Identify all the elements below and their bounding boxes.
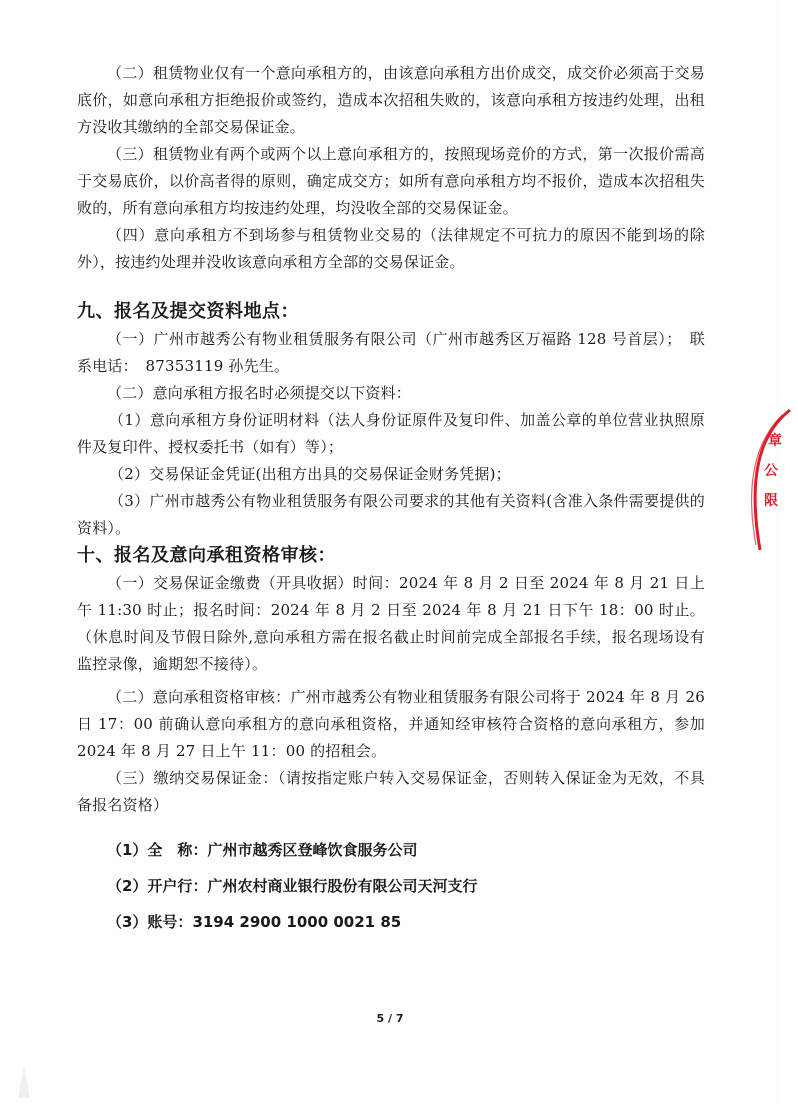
- section8-paragraph-4: （四）意向承租方不到场参与租赁物业交易的（法律规定不可抗力的原因不能到场的除外），按违约处理并没收该意向承租方全部的交易保证金。: [77, 226, 705, 271]
- section9-item-2: （2）交易保证金凭证(出租方出具的交易保证金财务凭据)；: [109, 465, 511, 483]
- section9-item-1: （1）意向承租方身份证明材料（法人身份证原件及复印件、加盖公章的单位营业执照原件及复印件、授权委托书（如有）等）；: [77, 411, 705, 456]
- seal-stamp-icon: [738, 405, 798, 555]
- section9-item-3: （3）广州市越秀公有物业租赁服务有限公司要求的其他有关资料(含准入条件需要提供的资料）。: [77, 492, 705, 537]
- account-number: （3）账号：3194 2900 1000 0021 85: [107, 913, 402, 931]
- section9-paragraph-1: （一）广州市越秀公有物业租赁服务有限公司（广州市越秀区万福路 128 号首层）； 联系电话： 87353119 孙先生。: [77, 330, 705, 375]
- section10-paragraph-1: （一）交易保证金缴费（开具收据）时间：2024 年 8 月 2 日至 2024 年 8 月 21 日上午 11:30 时止；报名时间：2024 年 8 月 2 日至 2024 年 8 月 21 日下午 18：00 时止。（休息时间及节假日除外,意向承租方需在报名截止时间前完成全部报名手续，报名现场设有监控录像，逾期恕不接待）。: [77, 574, 705, 673]
- section8-paragraph-2: （二）租赁物业仅有一个意向承租方的，由该意向承租方出价成交，成交价必须高于交易底价，如意向承租方拒绝报价或签约，造成本次招租失败的，该意向承租方按违约处理，出租方没收其缴纳的全部交易保证金。: [77, 64, 705, 136]
- section10-heading: 十、报名及意向承租资格审核：: [77, 545, 336, 566]
- section10-paragraph-3: （三）缴纳交易保证金：（请按指定账户转入交易保证金，否则转入保证金为无效，不具备报名资格）: [77, 769, 705, 814]
- document-body: [77, 60, 705, 933]
- scan-artifact-icon: [14, 1060, 44, 1100]
- account-bank: （2）开户行：广州农村商业银行股份有限公司天河支行: [107, 877, 478, 895]
- section8-paragraph-3: （三）租赁物业有两个或两个以上意向承租方的，按照现场竞价的方式，第一次报价需高于交易底价，以价高者得的原则，确定成交方；如所有意向承租方均不报价，造成本次招租失败的，所有意向承租方均按违约处理，均没收全部的交易保证金。: [77, 145, 705, 217]
- section10-paragraph-2: （二）意向承租资格审核：广州市越秀公有物业租赁服务有限公司将于 2024 年 8 月 26 日 17：00 前确认意向承租方的意向承租资格，并通知经审核符合资格的意向承租方，参加 2024 年 8 月 27 日上午 11：00 的招租会。: [77, 688, 705, 760]
- account-name: （1）全 称：广州市越秀区登峰饮食服务公司: [107, 841, 418, 859]
- section9-heading: 九、报名及提交资料地点：: [77, 301, 299, 322]
- page-number: 5 / 7: [376, 1012, 404, 1025]
- svg-text:章 公 限: 章 公 限: [764, 433, 782, 509]
- section9-paragraph-2: （二）意向承租方报名时必须提交以下资料：: [107, 384, 412, 402]
